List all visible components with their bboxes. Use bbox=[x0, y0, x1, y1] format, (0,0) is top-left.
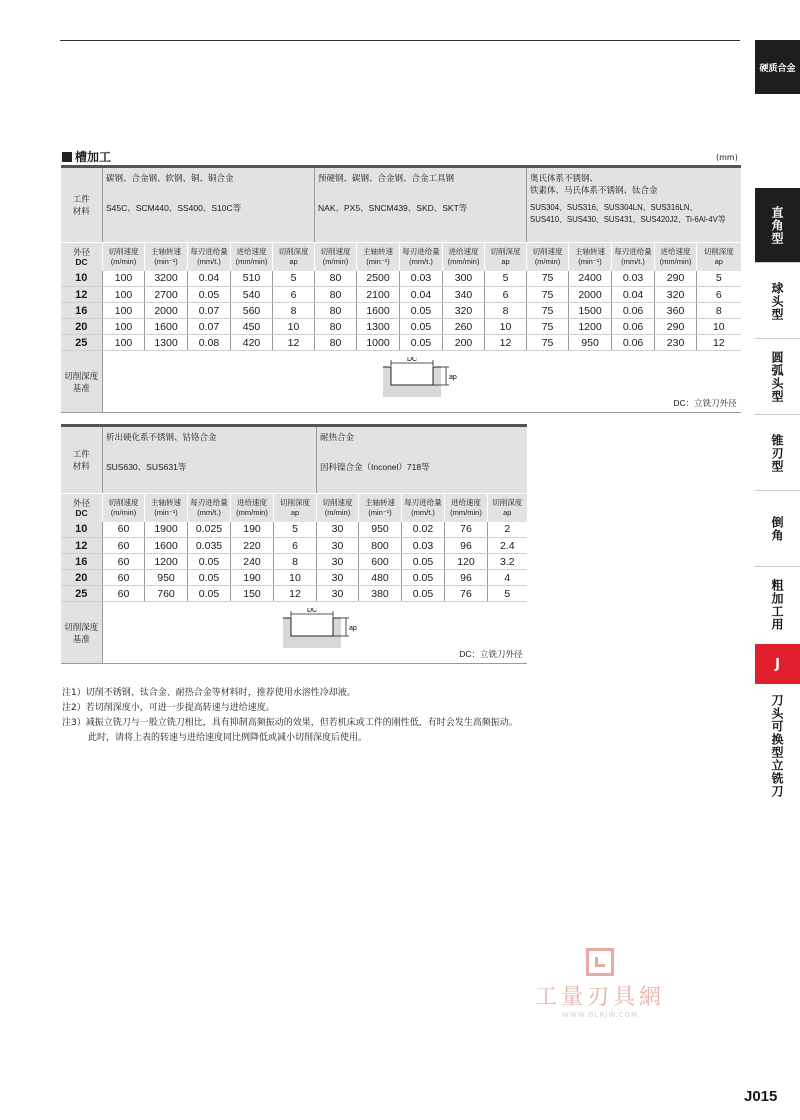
column-header bbox=[527, 243, 569, 271]
column-header-sub: (mm/t.) bbox=[621, 256, 645, 266]
material-group-1-name: 碳钢、合金钢、软钢、铜、铜合金 bbox=[106, 173, 234, 183]
table-cell: 60 bbox=[103, 554, 145, 570]
column-header-main: 每刃进给量 bbox=[190, 246, 228, 256]
dc-value: 20 bbox=[61, 319, 103, 335]
table-cell: 0.05 bbox=[188, 586, 231, 602]
material-group-3 bbox=[527, 167, 741, 243]
top-rule bbox=[60, 40, 740, 41]
column-header-main: 每刃进给量 bbox=[190, 497, 228, 507]
column-header bbox=[231, 494, 274, 522]
table-cell: 100 bbox=[103, 335, 145, 351]
material-group-2-name: 预硬钢、碳钢、合金钢、合金工具钢 bbox=[318, 173, 455, 183]
slot-depth-diagram bbox=[383, 357, 463, 399]
table-cell: 12 bbox=[273, 335, 315, 351]
table-cell: 2 bbox=[488, 522, 527, 538]
watermark-logo-icon bbox=[586, 948, 614, 976]
column-header-main: 进给速度 bbox=[660, 246, 691, 256]
table-cell: 1300 bbox=[145, 335, 188, 351]
column-header bbox=[103, 494, 145, 522]
table-cell: 1500 bbox=[569, 303, 612, 319]
table-cell: 30 bbox=[317, 554, 359, 570]
table-cell: 100 bbox=[103, 303, 145, 319]
table-cell: 76 bbox=[445, 522, 488, 538]
table-row bbox=[61, 522, 527, 538]
column-header-main: 主轴转速 bbox=[151, 497, 181, 507]
table-cell: 1900 bbox=[145, 522, 188, 538]
table-cell: 12 bbox=[485, 335, 527, 351]
column-header bbox=[569, 243, 612, 271]
table-cell: 0.03 bbox=[402, 538, 445, 554]
material-group-5-grades: 因科镍合金（Inconel）718等 bbox=[320, 462, 430, 472]
table-cell: 950 bbox=[569, 335, 612, 351]
column-header-sub: (m/min) bbox=[110, 507, 137, 517]
table-cell: 5 bbox=[697, 271, 741, 287]
column-header bbox=[231, 243, 273, 271]
table-cell: 80 bbox=[315, 335, 357, 351]
depth-ref-label-text: 切削深度 基准 bbox=[64, 370, 99, 393]
table-cell: 260 bbox=[443, 319, 485, 335]
table-cell: 0.05 bbox=[402, 554, 445, 570]
diagram-ap-label: ap bbox=[349, 625, 357, 632]
side-tab-radius-label: 圆弧头型 bbox=[770, 351, 784, 403]
table-cell: 5 bbox=[485, 271, 527, 287]
column-header-sub: (m/min) bbox=[110, 256, 137, 266]
table-cell: 540 bbox=[231, 287, 273, 303]
column-header-sub: ap bbox=[289, 256, 298, 266]
dc-value: 10 bbox=[61, 522, 103, 538]
column-header-main: 进给速度 bbox=[448, 246, 479, 256]
table-cell: 0.05 bbox=[402, 586, 445, 602]
table-cell: 0.02 bbox=[402, 522, 445, 538]
diagram-dc-label: DC bbox=[307, 608, 318, 614]
dc-value: 20 bbox=[61, 570, 103, 586]
note-2: 注2）若切削深度小，可进一步提高转速与进给速度。 bbox=[62, 703, 275, 713]
table-cell: 360 bbox=[655, 303, 697, 319]
material-group-3-grades: SUS304、SUS316、SUS304LN、SUS316LN、 SUS410、SUS430、SUS431、SUS420J2、Ti-6Al-4V等 bbox=[530, 203, 726, 224]
table-row bbox=[61, 303, 741, 319]
dc-header-sub: DC bbox=[75, 507, 88, 518]
column-header bbox=[488, 494, 527, 522]
column-header bbox=[485, 243, 527, 271]
side-tab-square-label: 直角型 bbox=[770, 205, 784, 245]
table-cell: 75 bbox=[527, 287, 569, 303]
material-group-1 bbox=[103, 167, 315, 243]
watermark bbox=[535, 948, 665, 1019]
table-cell: 240 bbox=[231, 554, 274, 570]
side-tab-j[interactable] bbox=[755, 644, 800, 684]
table-cell: 80 bbox=[315, 319, 357, 335]
table-cell: 6 bbox=[485, 287, 527, 303]
column-header-sub: (min⁻¹) bbox=[154, 507, 178, 517]
column-header bbox=[145, 494, 188, 522]
table-cell: 120 bbox=[445, 554, 488, 570]
table-cell: 0.04 bbox=[400, 287, 443, 303]
table-cell: 950 bbox=[359, 522, 402, 538]
table-cell: 450 bbox=[231, 319, 273, 335]
column-header-sub: (mm/t.) bbox=[411, 507, 435, 517]
table-cell: 2400 bbox=[569, 271, 612, 287]
column-header-main: 切削深度 bbox=[490, 246, 521, 256]
note-3: 注3）减振立铣刀与一般立铣刀相比，具有抑制高频振动的效果，但若机床或工件的刚性低，有时会发生高频振动。 bbox=[62, 718, 518, 728]
dc-value: 12 bbox=[61, 287, 103, 303]
section-title-text: 槽加工 bbox=[75, 150, 112, 164]
table-cell: 12 bbox=[697, 335, 741, 351]
column-header-sub: (min⁻¹) bbox=[578, 256, 602, 266]
table-cell: 5 bbox=[274, 522, 317, 538]
table-cell: 30 bbox=[317, 586, 359, 602]
column-header bbox=[273, 243, 315, 271]
dc-header-text: 外径 bbox=[72, 497, 90, 508]
material-group-2 bbox=[315, 167, 527, 243]
table-cell: 8 bbox=[273, 303, 315, 319]
table-cell: 75 bbox=[527, 335, 569, 351]
table-cell: 0.05 bbox=[400, 303, 443, 319]
table-cell: 8 bbox=[697, 303, 741, 319]
table-cell: 80 bbox=[315, 287, 357, 303]
depth-diagram-cell bbox=[103, 602, 527, 664]
table-cell: 10 bbox=[274, 570, 317, 586]
table-row bbox=[61, 554, 527, 570]
table-cell: 2500 bbox=[357, 271, 400, 287]
column-header-main: 每刃进给量 bbox=[404, 497, 442, 507]
column-header-main: 进给速度 bbox=[236, 246, 267, 256]
table-cell: 10 bbox=[273, 319, 315, 335]
column-header-sub: (m/min) bbox=[324, 507, 351, 517]
table-cell: 30 bbox=[317, 570, 359, 586]
column-header-main: 主轴转速 bbox=[575, 246, 606, 256]
dc-value: 16 bbox=[61, 303, 103, 319]
table-cell: 1600 bbox=[357, 303, 400, 319]
table-cell: 2000 bbox=[569, 287, 612, 303]
watermark-name: 工量刃具網 bbox=[535, 985, 666, 1010]
column-header-sub: ap bbox=[503, 507, 512, 517]
table-cell: 950 bbox=[145, 570, 188, 586]
table-cell: 800 bbox=[359, 538, 402, 554]
column-header-sub: (mm/min) bbox=[659, 256, 692, 266]
dc-value: 25 bbox=[61, 335, 103, 351]
column-header-sub: (mm/t.) bbox=[197, 256, 221, 266]
table-cell: 0.07 bbox=[188, 303, 231, 319]
dc-value: 10 bbox=[61, 271, 103, 287]
side-tab-carbide-label: 硬质合金 bbox=[759, 63, 796, 74]
table-row bbox=[61, 538, 527, 554]
material-group-5-name: 耐热合金 bbox=[320, 432, 355, 442]
workpiece-label-text: 工件 材料 bbox=[72, 194, 90, 216]
table-cell: 560 bbox=[231, 303, 273, 319]
column-header-sub: (m/min) bbox=[534, 256, 561, 266]
column-header-main: 切削深度 bbox=[278, 246, 309, 256]
table-cell: 200 bbox=[443, 335, 485, 351]
column-header-sub: (mm/min) bbox=[447, 256, 480, 266]
column-header-main: 进给速度 bbox=[451, 497, 482, 507]
table-cell: 2000 bbox=[145, 303, 188, 319]
table-cell: 76 bbox=[445, 586, 488, 602]
side-tab-rough[interactable] bbox=[755, 568, 800, 642]
table-cell: 10 bbox=[697, 319, 741, 335]
material-group-1-grades: S45C、SCM440、SS400、S10C等 bbox=[106, 203, 242, 213]
column-header bbox=[188, 243, 231, 271]
table-cell: 0.06 bbox=[612, 303, 655, 319]
table-cell: 2700 bbox=[145, 287, 188, 303]
column-header-main: 主轴转速 bbox=[363, 246, 394, 256]
table-cell: 220 bbox=[231, 538, 274, 554]
table-cell: 1200 bbox=[145, 554, 188, 570]
column-header-main: 主轴转速 bbox=[151, 246, 181, 256]
column-header bbox=[400, 243, 443, 271]
table-cell: 96 bbox=[445, 538, 488, 554]
dc-note: DC：立铣刀外径 bbox=[459, 649, 523, 659]
section-title bbox=[62, 148, 111, 165]
table-cell: 2.4 bbox=[488, 538, 527, 554]
dc-header-text: 外径 bbox=[72, 246, 90, 257]
side-tab-indexable[interactable] bbox=[755, 690, 800, 802]
table-cell: 4 bbox=[488, 570, 527, 586]
column-header-sub: ap bbox=[714, 256, 723, 266]
column-header-sub: (mm/t.) bbox=[197, 507, 221, 517]
column-header-main: 切削速度 bbox=[108, 246, 139, 256]
note-3-continued: 此时，请将上表的转速与进给速度同比例降低或减小切削深度后使用。 bbox=[88, 733, 368, 743]
workpiece-label bbox=[61, 426, 103, 494]
column-header-sub: (min⁻¹) bbox=[154, 256, 178, 266]
column-header bbox=[274, 494, 317, 522]
table-cell: 320 bbox=[443, 303, 485, 319]
table-cell: 100 bbox=[103, 319, 145, 335]
table-cell: 420 bbox=[231, 335, 273, 351]
side-tab-ball[interactable] bbox=[755, 264, 800, 338]
column-header-sub: (mm/min) bbox=[450, 507, 482, 517]
table-row bbox=[61, 271, 741, 287]
column-header bbox=[445, 494, 488, 522]
table-cell: 190 bbox=[231, 522, 274, 538]
table-cell: 290 bbox=[655, 271, 697, 287]
column-header-sub: (m/min) bbox=[322, 256, 349, 266]
table-cell: 0.03 bbox=[400, 271, 443, 287]
side-tab-carbide[interactable] bbox=[755, 40, 800, 94]
column-header bbox=[103, 243, 145, 271]
side-tab-square[interactable] bbox=[755, 188, 800, 262]
material-group-4 bbox=[103, 426, 317, 494]
column-header-main: 切削速度 bbox=[108, 497, 139, 507]
table-cell: 230 bbox=[655, 335, 697, 351]
table-cell: 300 bbox=[443, 271, 485, 287]
material-group-3-name: 奥氏体系不锈钢、 铁素体、马氏体系不锈钢、钛合金 bbox=[530, 173, 658, 195]
dc-value: 25 bbox=[61, 586, 103, 602]
table-cell: 0.025 bbox=[188, 522, 231, 538]
tab-separator bbox=[755, 414, 800, 415]
table-row bbox=[61, 570, 527, 586]
column-header-sub: (mm/t.) bbox=[409, 256, 433, 266]
table-cell: 10 bbox=[485, 319, 527, 335]
column-header-sub: (min⁻¹) bbox=[366, 256, 390, 266]
diagram-ap-label: ap bbox=[449, 374, 457, 381]
tab-separator bbox=[755, 262, 800, 263]
cutting-table-2 bbox=[60, 424, 527, 664]
table-cell: 600 bbox=[359, 554, 402, 570]
side-tab-radius[interactable] bbox=[755, 340, 800, 414]
dc-header-sub: DC bbox=[75, 256, 88, 267]
side-tab-taper-label: 锥刃型 bbox=[770, 433, 784, 473]
table-cell: 6 bbox=[274, 538, 317, 554]
unit-label: (mm) bbox=[716, 153, 738, 162]
column-header-sub: (min⁻¹) bbox=[368, 507, 392, 517]
table-cell: 60 bbox=[103, 538, 145, 554]
square-bullet-icon bbox=[62, 152, 72, 162]
column-header bbox=[317, 494, 359, 522]
column-header bbox=[188, 494, 231, 522]
table-cell: 0.04 bbox=[188, 271, 231, 287]
page-number: J015 bbox=[744, 1088, 778, 1105]
column-header-main: 切削速度 bbox=[322, 497, 353, 507]
workpiece-label bbox=[61, 167, 103, 243]
column-header bbox=[443, 243, 485, 271]
watermark-url: WWW.GLRJW.COM bbox=[561, 1011, 639, 1019]
column-header-main: 切削速度 bbox=[532, 246, 563, 256]
table-cell: 100 bbox=[103, 287, 145, 303]
table-cell: 760 bbox=[145, 586, 188, 602]
column-header-sub: (mm/min) bbox=[236, 507, 268, 517]
table-cell: 1200 bbox=[569, 319, 612, 335]
tab-separator bbox=[755, 338, 800, 339]
column-header bbox=[357, 243, 400, 271]
table-cell: 190 bbox=[231, 570, 274, 586]
table-cell: 0.06 bbox=[612, 319, 655, 335]
table-cell: 1000 bbox=[357, 335, 400, 351]
table-cell: 320 bbox=[655, 287, 697, 303]
table-cell: 290 bbox=[655, 319, 697, 335]
table-cell: 150 bbox=[231, 586, 274, 602]
table-cell: 8 bbox=[274, 554, 317, 570]
cutting-table-1 bbox=[60, 165, 741, 413]
table-cell: 0.05 bbox=[402, 570, 445, 586]
table-cell: 480 bbox=[359, 570, 402, 586]
table-cell: 0.035 bbox=[188, 538, 231, 554]
table-cell: 0.05 bbox=[188, 554, 231, 570]
table-cell: 340 bbox=[443, 287, 485, 303]
table-cell: 0.04 bbox=[612, 287, 655, 303]
table-cell: 2100 bbox=[357, 287, 400, 303]
material-group-4-name: 析出硬化系不锈钢、钴铬合金 bbox=[106, 432, 217, 442]
table-cell: 60 bbox=[103, 586, 145, 602]
table-cell: 75 bbox=[527, 303, 569, 319]
table-cell: 60 bbox=[103, 570, 145, 586]
column-header bbox=[145, 243, 188, 271]
note-1: 注1）切削不锈钢、钛合金、耐热合金等材料时，推荐使用水溶性冷却液。 bbox=[62, 688, 356, 698]
table-row bbox=[61, 319, 741, 335]
table-cell: 30 bbox=[317, 538, 359, 554]
dc-header bbox=[61, 243, 103, 271]
table-cell: 0.05 bbox=[188, 287, 231, 303]
depth-ref-label bbox=[61, 602, 103, 664]
table-cell: 75 bbox=[527, 271, 569, 287]
table-cell: 0.06 bbox=[612, 335, 655, 351]
column-header bbox=[402, 494, 445, 522]
table-cell: 30 bbox=[317, 522, 359, 538]
table-cell: 0.05 bbox=[188, 570, 231, 586]
diagram-dc-label: DC bbox=[407, 357, 418, 363]
table-cell: 75 bbox=[527, 319, 569, 335]
column-header bbox=[359, 494, 402, 522]
column-header bbox=[612, 243, 655, 271]
table-row bbox=[61, 586, 527, 602]
table-cell: 6 bbox=[273, 287, 315, 303]
column-header-sub: (mm/min) bbox=[235, 256, 268, 266]
table-row bbox=[61, 287, 741, 303]
column-header-main: 每刃进给量 bbox=[614, 246, 652, 256]
depth-diagram-cell bbox=[103, 351, 741, 413]
table-cell: 380 bbox=[359, 586, 402, 602]
table-cell: 100 bbox=[103, 271, 145, 287]
tab-separator bbox=[755, 490, 800, 491]
column-header bbox=[655, 243, 697, 271]
side-tab-taper[interactable] bbox=[755, 416, 800, 490]
table-cell: 1600 bbox=[145, 538, 188, 554]
column-header-main: 进给速度 bbox=[237, 497, 267, 507]
side-tab-chamfer-label: 倒角 bbox=[770, 516, 784, 542]
column-header bbox=[315, 243, 357, 271]
table-cell: 0.05 bbox=[400, 335, 443, 351]
side-tab-indexable-label: 刀头可换型立铣刀 bbox=[770, 694, 784, 798]
material-group-2-grades: NAK、PX5、SNCM439、SKD、SKT等 bbox=[318, 203, 468, 213]
table-cell: 0.07 bbox=[188, 319, 231, 335]
column-header bbox=[697, 243, 741, 271]
dc-note: DC：立铣刀外径 bbox=[673, 398, 737, 408]
notes bbox=[62, 686, 518, 746]
table-cell: 80 bbox=[315, 271, 357, 287]
table-row bbox=[61, 335, 741, 351]
table-cell: 12 bbox=[274, 586, 317, 602]
workpiece-label-text: 工件 材料 bbox=[72, 449, 90, 471]
slot-depth-diagram bbox=[283, 608, 363, 650]
column-header-main: 切削速度 bbox=[320, 246, 351, 256]
dc-header bbox=[61, 494, 103, 522]
table-cell: 1300 bbox=[357, 319, 400, 335]
tab-separator bbox=[755, 566, 800, 567]
table-cell: 96 bbox=[445, 570, 488, 586]
depth-ref-label bbox=[61, 351, 103, 413]
table-cell: 0.08 bbox=[188, 335, 231, 351]
table-cell: 6 bbox=[697, 287, 741, 303]
table-cell: 5 bbox=[488, 586, 527, 602]
material-group-5 bbox=[317, 426, 527, 494]
side-tab-j-label: J bbox=[775, 656, 780, 672]
column-header-main: 切削深度 bbox=[280, 497, 310, 507]
depth-ref-label-text: 切削深度 基准 bbox=[64, 621, 99, 644]
table-cell: 60 bbox=[103, 522, 145, 538]
table-cell: 5 bbox=[273, 271, 315, 287]
table-cell: 3200 bbox=[145, 271, 188, 287]
column-header-main: 切削深度 bbox=[703, 246, 734, 256]
table-cell: 1600 bbox=[145, 319, 188, 335]
table-cell: 3.2 bbox=[488, 554, 527, 570]
column-header-sub: ap bbox=[501, 256, 510, 266]
dc-value: 12 bbox=[61, 538, 103, 554]
column-header-sub: ap bbox=[290, 507, 300, 517]
table-cell: 510 bbox=[231, 271, 273, 287]
side-tab-ball-label: 球头型 bbox=[770, 281, 784, 321]
column-header-main: 切削深度 bbox=[492, 497, 523, 507]
dc-value: 16 bbox=[61, 554, 103, 570]
column-header-main: 每刃进给量 bbox=[402, 246, 440, 256]
side-tab-rough-label: 粗加工用 bbox=[770, 579, 784, 631]
column-header-main: 主轴转速 bbox=[365, 497, 396, 507]
side-tab-chamfer[interactable] bbox=[755, 492, 800, 566]
table-cell: 0.03 bbox=[612, 271, 655, 287]
table-cell: 8 bbox=[485, 303, 527, 319]
table-cell: 80 bbox=[315, 303, 357, 319]
material-group-4-grades: SUS630、SUS631等 bbox=[106, 462, 187, 472]
table-cell: 0.05 bbox=[400, 319, 443, 335]
